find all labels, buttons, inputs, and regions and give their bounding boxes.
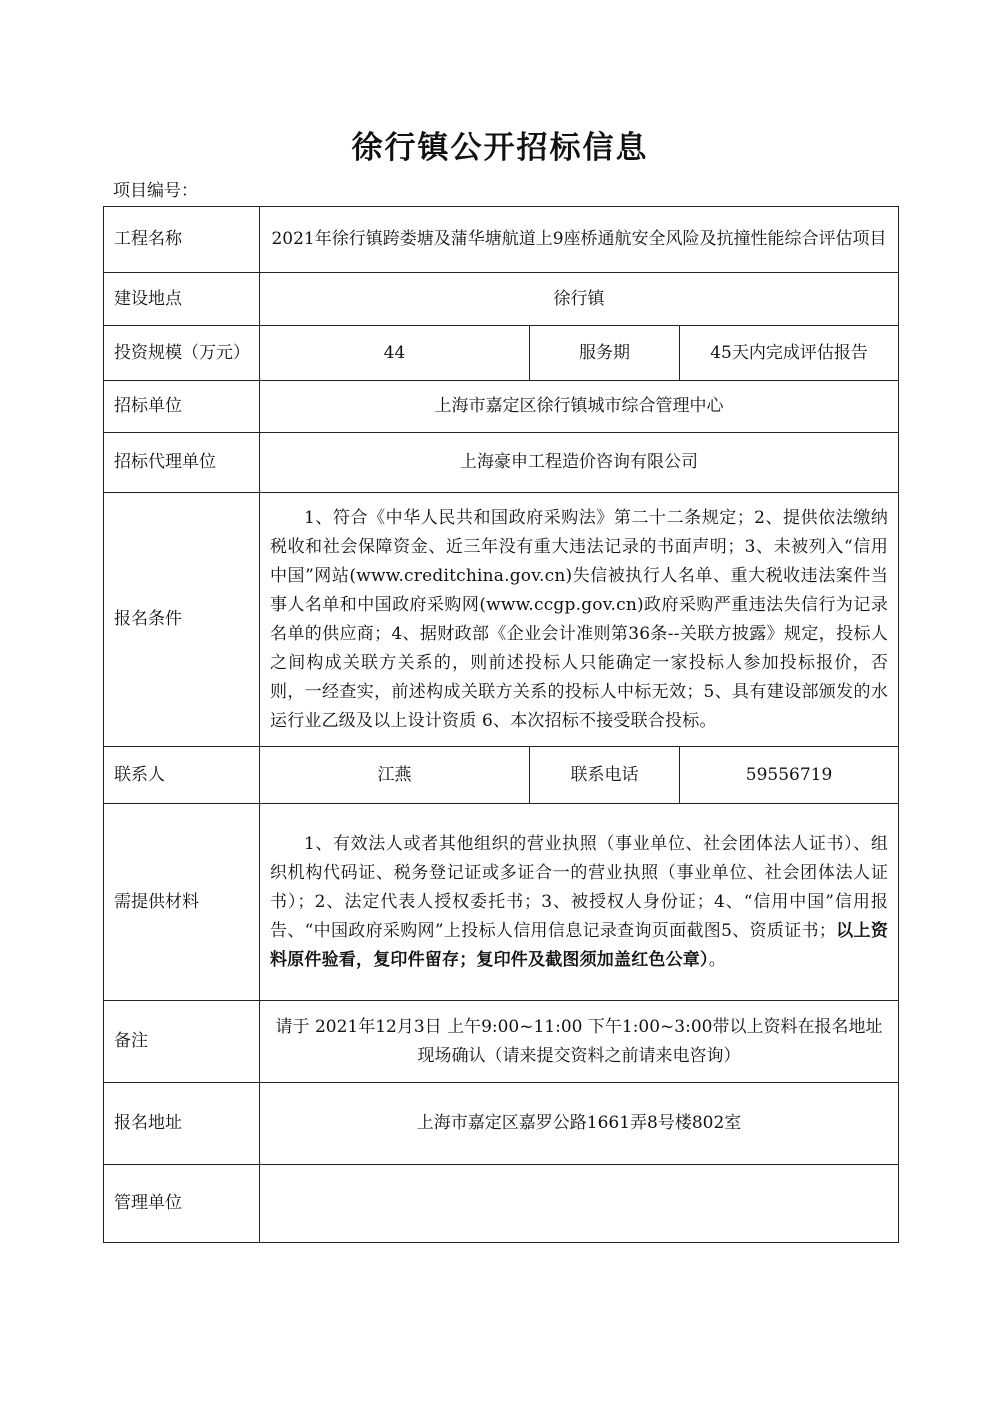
conditions-cell	[260, 493, 899, 747]
location-label: 建设地点	[104, 273, 260, 326]
remarks-label: 备注	[104, 1001, 260, 1083]
conditions-value: 1、符合《中华人民共和国政府采购法》第二十二条规定；2、提供依法缴纳税收和社会保障资金、近三年没有重大违法记录的书面声明；3、未被列入“信用中国”网站(www.creditchina.gov.cn)失信被执行人名单、重大税收违法案件当事人名单和中国政府采购网(www.ccgp.gov.cn)政府采购严重违法失信行为记录名单的供应商；4、据财政部《企业会计准则第36条--关联方披露》规定，投标人之间构成关联方关系的，则前述投标人只能确定一家投标人参加投标报价，否则，一经查实，前述构成关联方关系的投标人中标无效；5、具有建设部颁发的水运行业乙级及以上设计资质 6、本次招标不接受联合投标。	[270, 507, 889, 731]
materials-cell	[260, 804, 899, 1001]
manager-value	[260, 1165, 899, 1243]
manager-label: 管理单位	[104, 1165, 260, 1243]
phone-value: 59556719	[680, 747, 899, 804]
tenderer-value: 上海市嘉定区徐行镇城市综合管理中心	[260, 381, 899, 433]
tender-info-table	[103, 206, 899, 1243]
agent-label: 招标代理单位	[104, 433, 260, 493]
row-location	[104, 273, 899, 326]
materials-label: 需提供材料	[104, 804, 260, 1001]
address-value: 上海市嘉定区嘉罗公路1661弄8号楼802室	[260, 1083, 899, 1165]
materials-value-end: 。	[708, 949, 726, 970]
location-value: 徐行镇	[260, 273, 899, 326]
row-address	[104, 1083, 899, 1165]
investment-label: 投资规模（万元）	[104, 326, 260, 381]
row-investment	[104, 326, 899, 381]
investment-value: 44	[260, 326, 530, 381]
row-remarks	[104, 1001, 899, 1083]
remarks-value: 请于 2021年12月3日 上午9:00~11:00 下午1:00~3:00带以上资料在报名地址现场确认（请来提交资料之前请来电咨询）	[260, 1001, 899, 1083]
row-contact	[104, 747, 899, 804]
row-tenderer	[104, 381, 899, 433]
service-period-label: 服务期	[530, 326, 680, 381]
row-materials	[104, 804, 899, 1001]
tenderer-label: 招标单位	[104, 381, 260, 433]
conditions-label: 报名条件	[104, 493, 260, 747]
contact-value: 江燕	[260, 747, 530, 804]
address-label: 报名地址	[104, 1083, 260, 1165]
agent-value: 上海豪申工程造价咨询有限公司	[260, 433, 899, 493]
materials-value-bold: 以上资料原件验看，复印件留存；复印件及截图须加盖红色公章）	[270, 920, 889, 970]
phone-label: 联系电话	[530, 747, 680, 804]
service-period-value: 45天内完成评估报告	[680, 326, 899, 381]
contact-label: 联系人	[104, 747, 260, 804]
row-conditions	[104, 493, 899, 747]
project-name-value: 2021年徐行镇跨娄塘及蒲华塘航道上9座桥通航安全风险及抗撞性能综合评估项目	[260, 207, 899, 273]
row-agent	[104, 433, 899, 493]
project-number-label: 项目编号：	[113, 181, 198, 201]
row-project-name	[104, 207, 899, 273]
document-title: 徐行镇公开招标信息	[351, 130, 649, 166]
project-name-label: 工程名称	[104, 207, 260, 273]
row-manager	[104, 1165, 899, 1243]
materials-value: 1、有效法人或者其他组织的营业执照（事业单位、社会团体法人证书）、组织机构代码证、税务登记证或多证合一的营业执照（事业单位、社会团体法人证书）；2、法定代表人授权委托书；3、被授权人身份证；4、“信用中国”信用报告、“中国政府采购网”上投标人信用信息记录查询页面截图5、资质证书；	[270, 833, 889, 941]
